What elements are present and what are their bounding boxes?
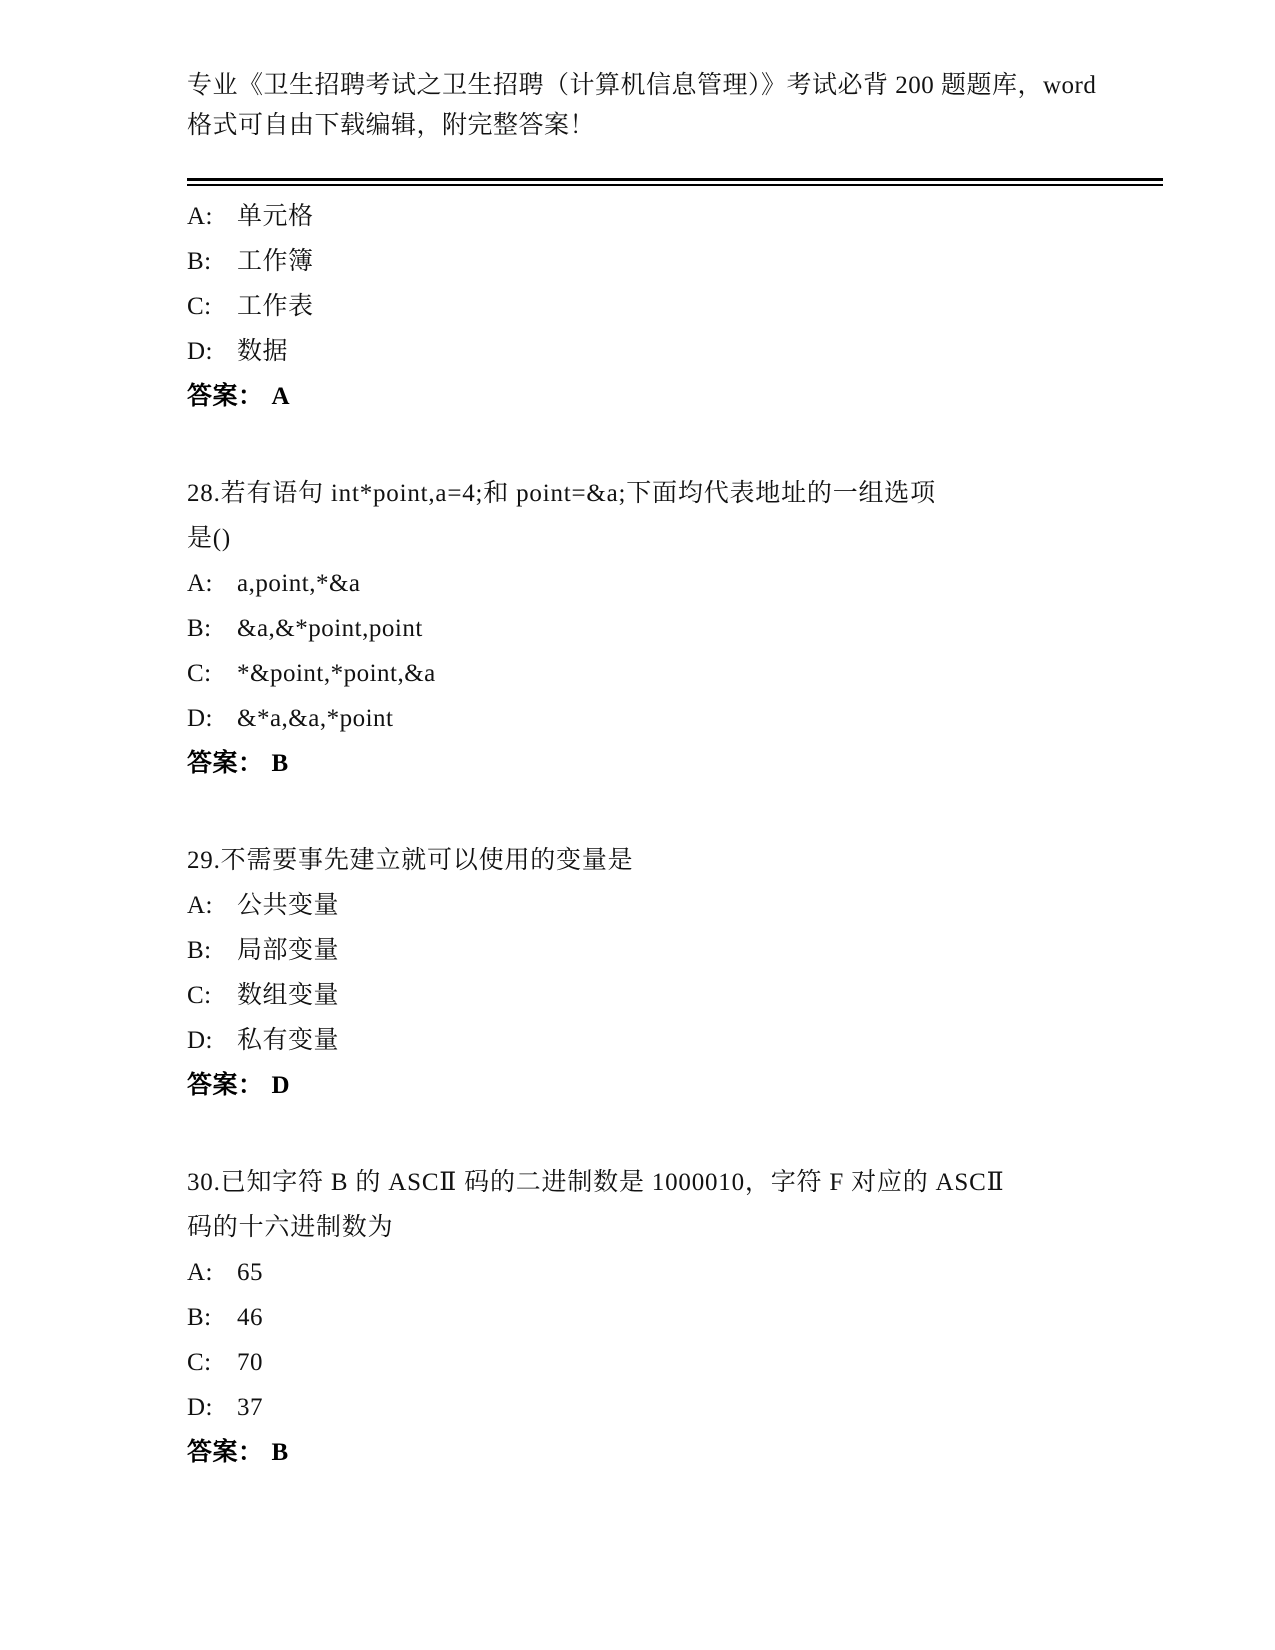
answer-value: B: [271, 1439, 289, 1466]
document-header: [187, 66, 1163, 146]
answer-label: 答案：: [187, 383, 264, 410]
option-row: [187, 239, 1163, 284]
question-stem-line: 是(): [187, 525, 232, 552]
option-text: *&point,*point,&a: [237, 660, 436, 687]
option-label: C:: [187, 660, 212, 687]
option-text: 46: [237, 1304, 263, 1331]
answer-label: 答案：: [187, 1439, 264, 1466]
question-stem-line: 30.已知字符 B 的 ASCⅡ 码的二进制数是 1000010，字符 F 对应的 ASCⅡ: [187, 1169, 1005, 1196]
option-text: 单元格: [237, 203, 314, 230]
option-label: D:: [187, 338, 213, 365]
option-row: [187, 1018, 1163, 1063]
answer-value: D: [271, 1072, 291, 1099]
option-text: 65: [237, 1259, 263, 1286]
option-label: C:: [187, 982, 212, 1009]
option-text: 数组变量: [237, 982, 340, 1009]
option-row: [187, 928, 1163, 973]
header-line-1: 专业《卫生招聘考试之卫生招聘（计算机信息管理）》考试必背 200 题题库，word: [187, 72, 1097, 99]
answer-label: 答案：: [187, 1072, 264, 1099]
header-divider: [187, 178, 1163, 186]
option-row: [187, 561, 1163, 606]
option-text: 70: [237, 1349, 263, 1376]
answer-label: 答案：: [187, 750, 264, 777]
question-stem-line: 29.不需要事先建立就可以使用的变量是: [187, 847, 634, 874]
answer-value: A: [271, 383, 291, 410]
option-row: [187, 1385, 1163, 1430]
option-label: D:: [187, 1027, 213, 1054]
option-row: [187, 284, 1163, 329]
option-label: B:: [187, 615, 212, 642]
option-label: A:: [187, 203, 213, 230]
question-stem-line: 28.若有语句 int*point,a=4;和 point=&a;下面均代表地址的一组选项: [187, 480, 936, 507]
option-text: 数据: [237, 338, 289, 365]
option-label: A:: [187, 1259, 213, 1286]
option-label: B:: [187, 1304, 212, 1331]
answer-row: [187, 374, 1163, 419]
answer-row: [187, 1430, 1163, 1475]
option-row: [187, 651, 1163, 696]
option-label: A:: [187, 892, 213, 919]
question-block-28: [187, 471, 1163, 786]
option-text: a,point,*&a: [237, 570, 361, 597]
answer-row: [187, 1063, 1163, 1108]
option-label: A:: [187, 570, 213, 597]
option-text: 局部变量: [237, 937, 340, 964]
answer-value: B: [271, 750, 289, 777]
option-text: 公共变量: [237, 892, 340, 919]
option-text: 工作表: [237, 293, 314, 320]
option-text: 私有变量: [237, 1027, 340, 1054]
option-row: [187, 973, 1163, 1018]
option-label: B:: [187, 248, 212, 275]
option-label: C:: [187, 293, 212, 320]
option-text: &*a,&a,*point: [237, 705, 394, 732]
question-block-29: [187, 838, 1163, 1108]
option-row: [187, 883, 1163, 928]
question-block-27: [187, 194, 1163, 419]
option-label: B:: [187, 937, 212, 964]
answer-row: [187, 741, 1163, 786]
option-label: D:: [187, 1394, 213, 1421]
option-text: 37: [237, 1394, 263, 1421]
option-text: 工作簿: [237, 248, 314, 275]
option-label: D:: [187, 705, 213, 732]
option-row: [187, 1250, 1163, 1295]
question-stem-line: 码的十六进制数为: [187, 1214, 394, 1241]
option-row: [187, 1340, 1163, 1385]
header-line-2: 格式可自由下载编辑，附完整答案！: [187, 112, 596, 139]
option-row: [187, 194, 1163, 239]
option-row: [187, 329, 1163, 374]
question-block-30: [187, 1160, 1163, 1475]
option-row: [187, 1295, 1163, 1340]
option-row: [187, 606, 1163, 651]
option-label: C:: [187, 1349, 212, 1376]
option-text: &a,&*point,point: [237, 615, 423, 642]
option-row: [187, 696, 1163, 741]
